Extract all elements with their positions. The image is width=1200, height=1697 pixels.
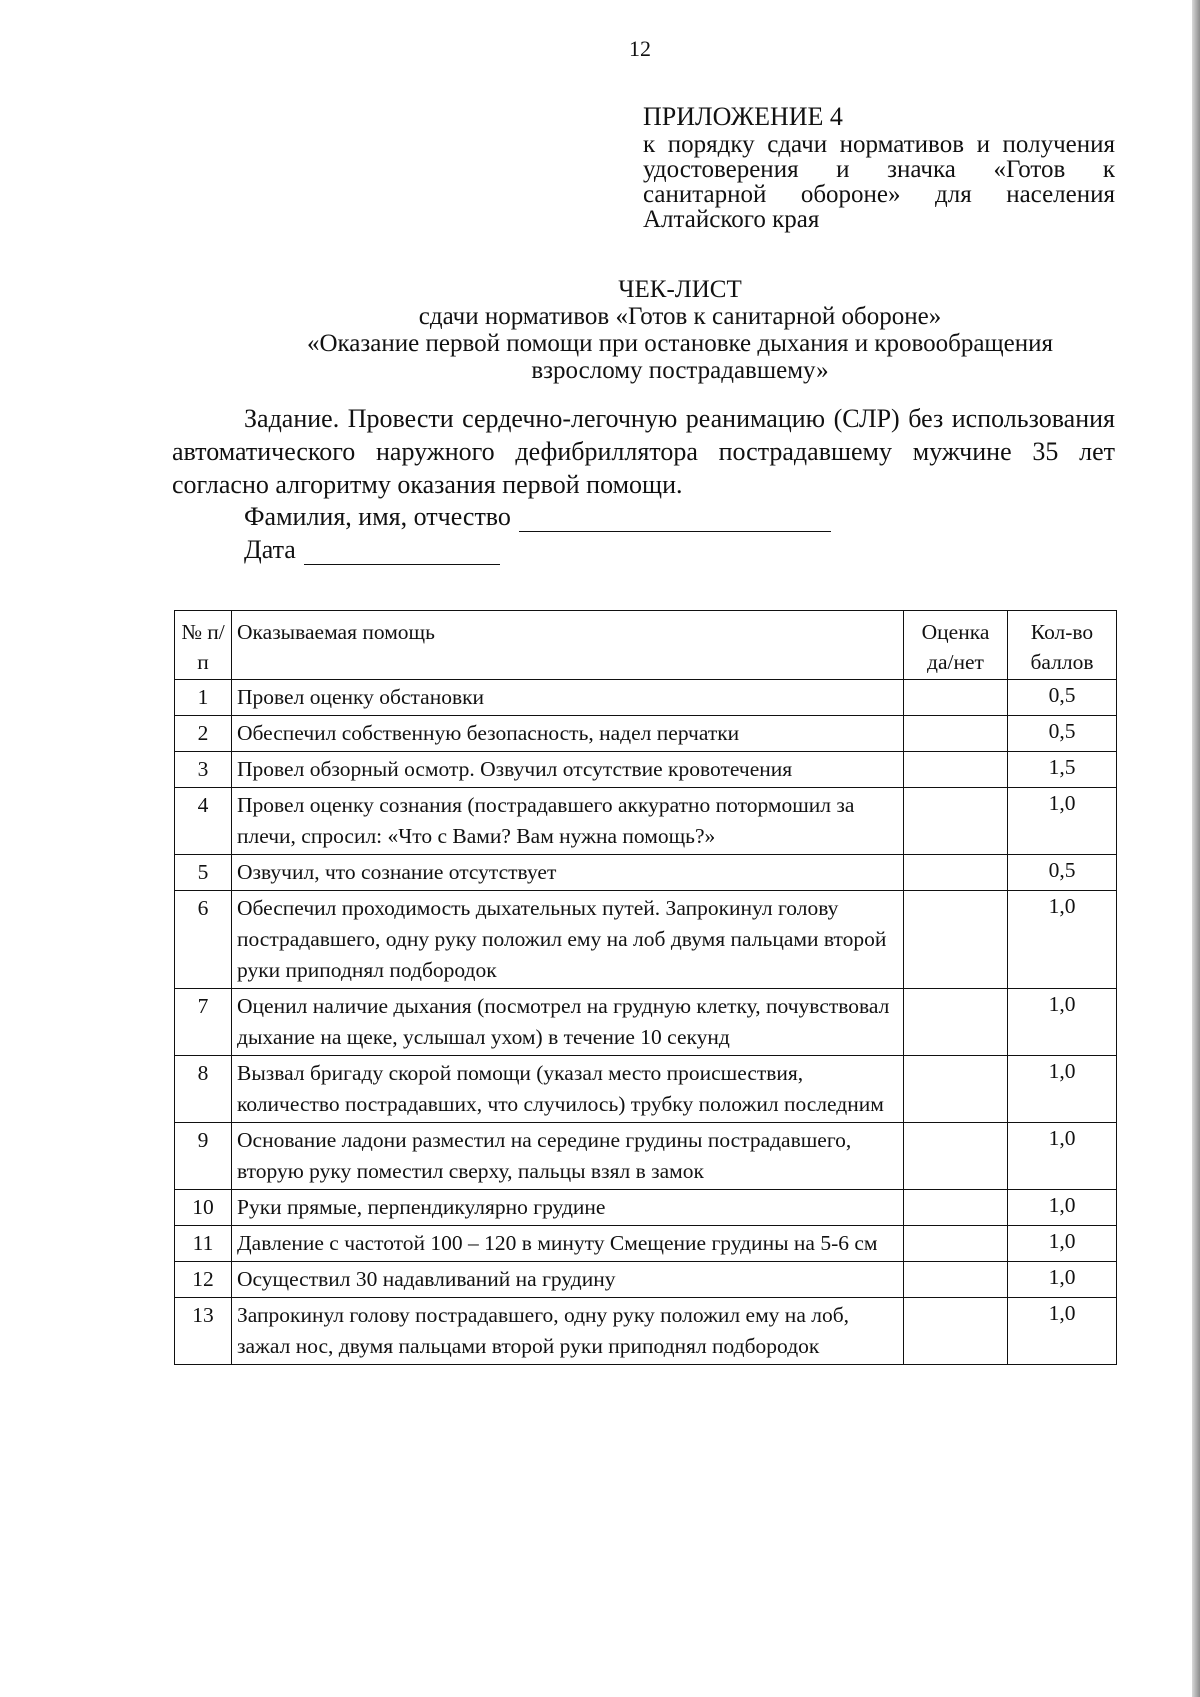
row-points: 1,0	[1008, 1190, 1117, 1226]
row-action: Давление с частотой 100 – 120 в минуту Смещение грудины на 5-6 см	[232, 1226, 904, 1262]
row-points: 1,0	[1008, 891, 1117, 989]
name-field-row	[244, 502, 831, 532]
table-row	[175, 1298, 1117, 1365]
row-action: Вызвал бригаду скорой помощи (указал место происшествия, количество пострадавших, что случилось) трубку положил последним	[232, 1056, 904, 1123]
row-eval-cell[interactable]	[904, 891, 1008, 989]
appendix-block	[643, 102, 1115, 232]
row-points: 0,5	[1008, 680, 1117, 716]
row-points: 1,0	[1008, 788, 1117, 855]
row-eval-cell[interactable]	[904, 1123, 1008, 1190]
row-eval-cell[interactable]	[904, 716, 1008, 752]
date-field-label: Дата	[244, 535, 296, 564]
row-action: Провел обзорный осмотр. Озвучил отсутствие кровотечения	[232, 752, 904, 788]
header-eval: Оценка да/нет	[904, 611, 1008, 680]
row-action: Провел оценку сознания (пострадавшего аккуратно потормошил за плечи, спросил: «Что с Вами? Вам нужна помощь?»	[232, 788, 904, 855]
checklist-heading	[200, 276, 1160, 384]
row-points: 1,5	[1008, 752, 1117, 788]
row-points: 1,0	[1008, 1056, 1117, 1123]
checklist-topic-line2: взрослому пострадавшему»	[531, 357, 829, 384]
header-action: Оказываемая помощь	[232, 611, 904, 680]
row-eval-cell[interactable]	[904, 1056, 1008, 1123]
row-eval-cell[interactable]	[904, 752, 1008, 788]
row-num: 4	[175, 788, 232, 855]
row-num: 13	[175, 1298, 232, 1365]
row-num: 11	[175, 1226, 232, 1262]
table-row	[175, 788, 1117, 855]
row-action: Оценил наличие дыхания (посмотрел на грудную клетку, почувствовал дыхание на щеке, услышал ухом) в течение 10 секунд	[232, 989, 904, 1056]
name-field-label: Фамилия, имя, отчество	[244, 502, 511, 531]
row-action: Озвучил, что сознание отсутствует	[232, 855, 904, 891]
row-action: Основание ладони разместил на середине грудины пострадавшего, вторую руку поместил сверху, пальцы взял в замок	[232, 1123, 904, 1190]
row-action: Руки прямые, перпендикулярно грудине	[232, 1190, 904, 1226]
header-points: Кол-во баллов	[1008, 611, 1117, 680]
table-row	[175, 1226, 1117, 1262]
table-row	[175, 752, 1117, 788]
table-row	[175, 1123, 1117, 1190]
row-num: 1	[175, 680, 232, 716]
row-eval-cell[interactable]	[904, 1298, 1008, 1365]
row-action: Осуществил 30 надавливаний на грудину	[232, 1262, 904, 1298]
appendix-body: к порядку сдачи нормативов и получения удостоверения и значка «Готов к санитарной обороне» для населения Алтайского края	[643, 131, 1115, 233]
row-points: 0,5	[1008, 716, 1117, 752]
row-eval-cell[interactable]	[904, 989, 1008, 1056]
row-eval-cell[interactable]	[904, 1226, 1008, 1262]
checklist-subtitle: сдачи нормативов «Готов к санитарной обороне»	[418, 303, 942, 330]
row-points: 1,0	[1008, 1123, 1117, 1190]
table-row	[175, 1190, 1117, 1226]
name-field-line[interactable]	[519, 507, 831, 532]
row-eval-cell[interactable]	[904, 1190, 1008, 1226]
checklist-topic-line1: «Оказание первой помощи при остановке дыхания и кровообращения	[306, 330, 1054, 357]
header-num: № п/п	[175, 611, 232, 680]
date-field-line[interactable]	[304, 540, 500, 565]
row-num: 8	[175, 1056, 232, 1123]
row-points: 1,0	[1008, 1226, 1117, 1262]
table-row	[175, 891, 1117, 989]
table-row	[175, 855, 1117, 891]
task-paragraph: Задание. Провести сердечно-легочную реанимацию (СЛР) без использования автоматического наружного дефибриллятора пострадавшему мужчине 35 лет согласно алгоритму оказания первой помощи.	[172, 404, 1115, 499]
row-num: 7	[175, 989, 232, 1056]
row-num: 10	[175, 1190, 232, 1226]
row-num: 9	[175, 1123, 232, 1190]
row-action: Запрокинул голову пострадавшего, одну руку положил ему на лоб, зажал нос, двумя пальцами второй руки приподнял подбородок	[232, 1298, 904, 1365]
table-row	[175, 680, 1117, 716]
row-eval-cell[interactable]	[904, 1262, 1008, 1298]
checklist-title: ЧЕК-ЛИСТ	[618, 276, 742, 303]
row-eval-cell[interactable]	[904, 855, 1008, 891]
row-num: 5	[175, 855, 232, 891]
checklist-table	[174, 610, 1117, 1365]
table-row	[175, 1056, 1117, 1123]
row-action: Обеспечил собственную безопасность, надел перчатки	[232, 716, 904, 752]
row-action: Обеспечил проходимость дыхательных путей. Запрокинул голову пострадавшего, одну руку положил ему на лоб двумя пальцами второй руки приподнял подбородок	[232, 891, 904, 989]
row-num: 6	[175, 891, 232, 989]
table-row	[175, 716, 1117, 752]
table-row	[175, 1262, 1117, 1298]
page-edge-shadow	[1192, 0, 1200, 1697]
row-num: 3	[175, 752, 232, 788]
date-field-row	[244, 535, 500, 565]
row-points: 1,0	[1008, 989, 1117, 1056]
row-action: Провел оценку обстановки	[232, 680, 904, 716]
page-number: 12	[629, 36, 651, 61]
table-row	[175, 989, 1117, 1056]
table-header-row	[175, 611, 1117, 680]
row-eval-cell[interactable]	[904, 788, 1008, 855]
row-points: 0,5	[1008, 855, 1117, 891]
row-eval-cell[interactable]	[904, 680, 1008, 716]
row-num: 2	[175, 716, 232, 752]
appendix-title: ПРИЛОЖЕНИЕ 4	[643, 102, 843, 131]
row-points: 1,0	[1008, 1298, 1117, 1365]
row-points: 1,0	[1008, 1262, 1117, 1298]
row-num: 12	[175, 1262, 232, 1298]
